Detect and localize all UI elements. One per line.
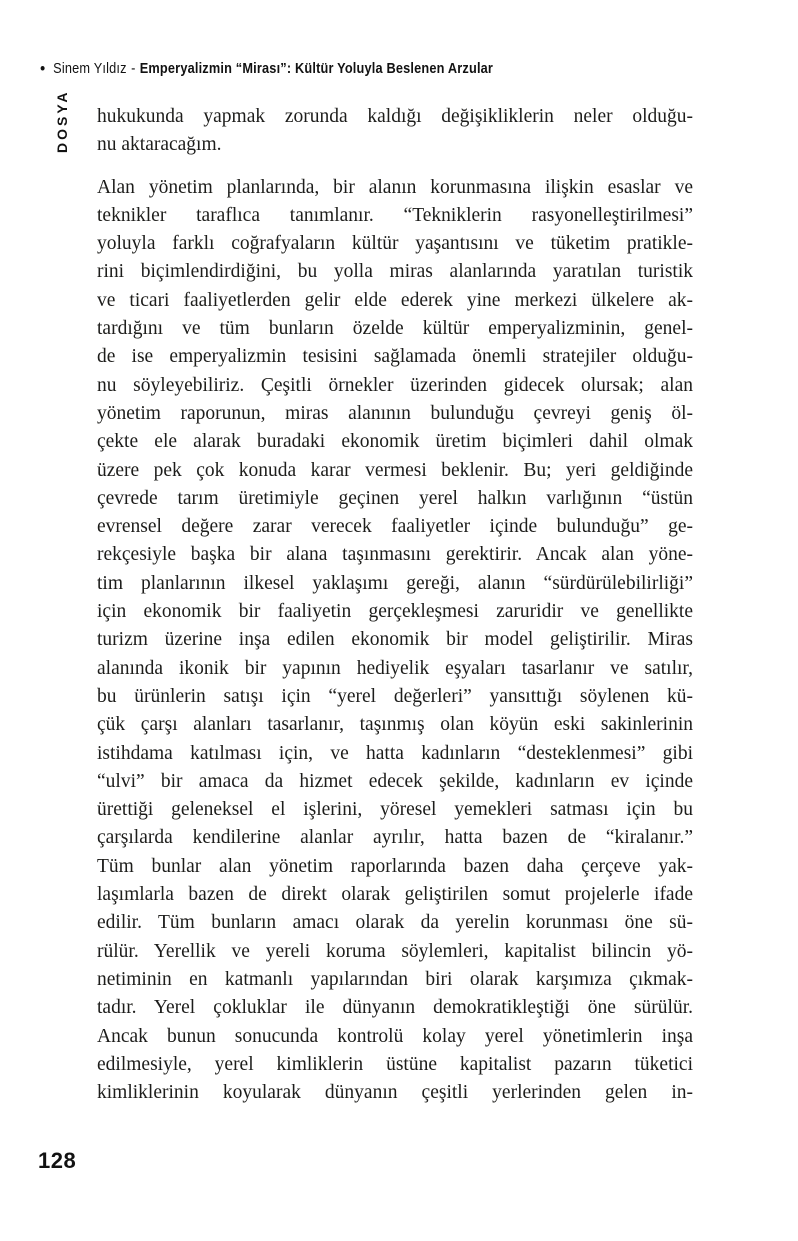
text-line: üzere pek çok konuda karar vermesi beklenir. Bu; yeri geldiğinde: [97, 459, 693, 481]
text-line: netiminin en katmanlı yapılarından biri olarak karşımıza çıkmak-: [97, 968, 693, 990]
text-line: turizm üzerine inşa edilen ekonomik bir model geliştirilir. Miras: [97, 629, 693, 651]
text-line: teknikler taraflıca tanımlanır. “Tekniklerin rasyonelleştirilmesi”: [97, 204, 693, 226]
text-line: çük çarşı alanları tasarlanır, taşınmış olan köyün eski sakinlerinin: [97, 714, 693, 736]
text-line: rekçesiyle başka bir alana taşınmasını gerektirir. Ancak alan yöne-: [97, 544, 693, 566]
section-label-vertical: DOSYA: [54, 89, 70, 153]
text-line: çekte ele alarak buradaki ekonomik üretim biçimleri dahil olmak: [97, 431, 693, 453]
text-line: çevrede tarım üretimiyle geçinen yerel halkın varlığının “üstün: [97, 487, 693, 509]
text-line: nu söyleyebiliriz. Çeşitli örnekler üzerinden gidecek olursak; alan: [97, 374, 693, 396]
text-line: istihdama katılması için, ve hatta kadınların “desteklenmesi” gibi: [97, 742, 693, 764]
text-line: yoluyla farklı coğrafyaların kültür yaşantısını ve tüketim pratikle-: [97, 233, 693, 255]
text-line: ürettiği geleneksel el işlerini, yöresel yemekleri satması için bu: [97, 799, 693, 821]
text-line: Alan yönetim planlarında, bir alanın korunmasına ilişkin esaslar ve: [97, 176, 693, 198]
header-author: Sinem Yıldız: [53, 60, 127, 77]
text-line: de ise emperyalizmin tesisini sağlamada önemli stratejiler olduğu-: [97, 346, 693, 368]
text-line: Tüm bunlar alan yönetim raporlarında bazen daha çerçeve yak-: [97, 855, 693, 877]
text-line: rülür. Yerellik ve yereli koruma söylemleri, kapitalist bilincin yö-: [97, 940, 693, 962]
body-column: [97, 103, 693, 1107]
text-line: rini biçimlendirdiğini, bu yolla miras alanlarında yaratılan turistik: [97, 261, 693, 283]
text-line: tardığını ve tüm bunların özelde kültür emperyalizminin, genel-: [97, 318, 693, 340]
running-header: [40, 60, 493, 77]
text-line: “ulvi” bir amaca da hizmet edecek şekilde, kadınların ev içinde: [97, 770, 693, 792]
text-line: için ekonomik bir faaliyetin gerçekleşmesi zaruridir ve genellikte: [97, 601, 693, 623]
text-line: hukukunda yapmak zorunda kaldığı değişikliklerin neler olduğu-: [97, 106, 693, 127]
text-line: tadır. Yerel çokluklar ile dünyanın demokratikleştiği öne sürülür.: [97, 997, 693, 1019]
bullet-icon: •: [40, 59, 46, 78]
text-line: laşımlarla bazen de direkt olarak geliştirilen somut projelerle ifade: [97, 884, 693, 906]
page-number: 128: [38, 1148, 77, 1173]
text-line: alanında ikonik bir yapının hediyelik eşyaları tasarlanır ve satılır,: [97, 657, 693, 679]
paragraph: [97, 174, 693, 1108]
text-line: edilmesiyle, yerel kimliklerin üstüne kapitalist pazarın tüketici: [97, 1053, 693, 1075]
header-title: Emperyalizmin “Mirası”: Kültür Yoluyla Beslenen Arzular: [139, 60, 494, 77]
text-line: Ancak bunun sonucunda kontrolü kolay yerel yönetimlerin inşa: [97, 1025, 693, 1047]
text-line: evrensel değere zarar verecek faaliyetler içinde bulunduğu” ge-: [97, 516, 693, 538]
text-line: tim planlarının ilkesel yaklaşımı gereği, alanın “sürdürülebilirliği”: [97, 572, 693, 594]
text-line: yönetim raporunun, miras alanının bulunduğu çevreyi geniş öl-: [97, 402, 693, 424]
text-line: kimliklerinin koyularak dünyanın çeşitli yerlerinden gelen in-: [97, 1082, 693, 1104]
text-line: nu aktaracağım.: [97, 134, 222, 156]
header-separator: -: [131, 60, 136, 77]
text-line: bu ürünlerin satışı için “yerel değerleri” yansıttığı söylenen kü-: [97, 685, 693, 707]
text-line: edilir. Tüm bunların amacı olarak da yerelin korunması öne sü-: [97, 912, 693, 934]
text-line: çarşılarda kendilerine alanlar ayrılır, hatta bazen de “kiralanır.”: [97, 827, 693, 849]
text-line: ve ticari faaliyetlerden gelir elde ederek yine merkezi ülkelere ak-: [97, 289, 693, 311]
paragraph: [97, 103, 693, 160]
